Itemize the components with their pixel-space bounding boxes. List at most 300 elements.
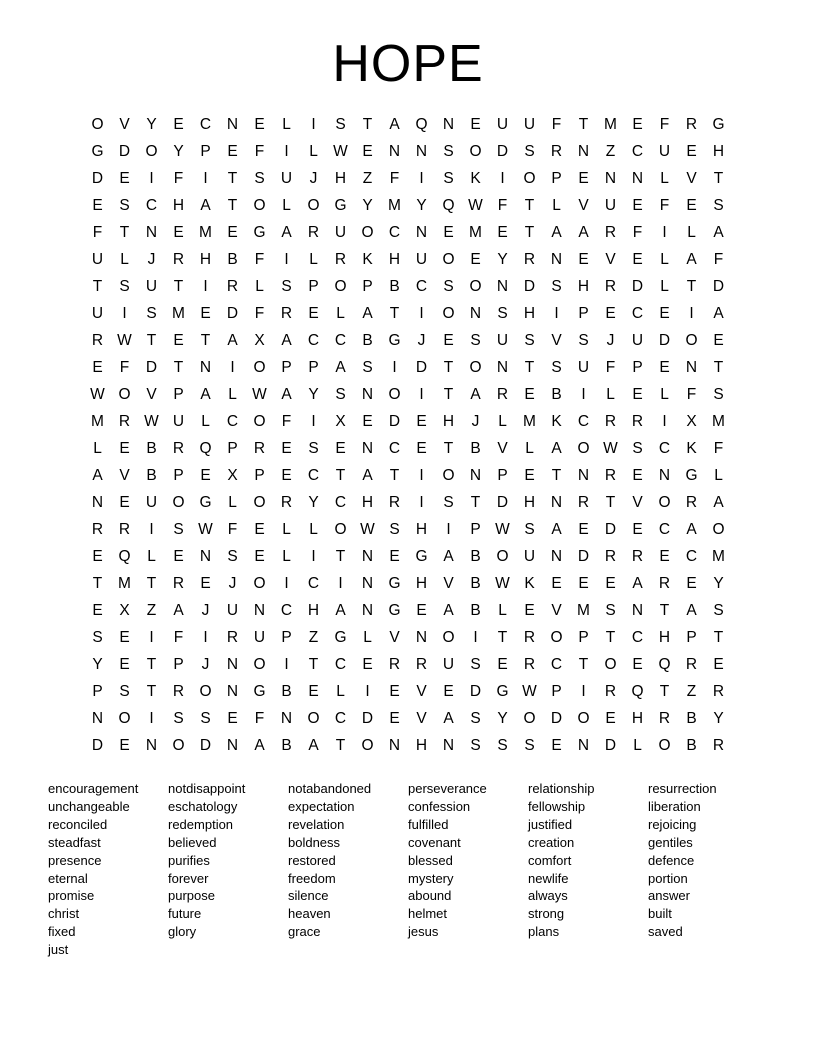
grid-letter[interactable]: S (92, 628, 103, 646)
grid-letter[interactable]: A (281, 385, 292, 403)
grid-letter[interactable]: A (578, 223, 589, 241)
grid-letter[interactable]: F (227, 520, 238, 538)
grid-letter[interactable]: X (227, 466, 238, 484)
grid-letter[interactable]: S (551, 358, 562, 376)
grid-letter[interactable]: A (443, 601, 454, 619)
grid-letter[interactable]: S (551, 277, 562, 295)
grid-letter[interactable]: O (253, 358, 266, 376)
grid-letter[interactable]: V (389, 628, 400, 646)
grid-letter[interactable]: S (443, 277, 454, 295)
grid-letter[interactable]: N (604, 169, 617, 187)
grid-letter[interactable]: I (419, 304, 424, 322)
grid-letter[interactable]: O (469, 142, 482, 160)
grid-letter[interactable]: E (389, 682, 400, 700)
grid-letter[interactable]: R (712, 682, 725, 700)
grid-letter[interactable]: J (201, 655, 210, 673)
grid-letter[interactable]: O (334, 277, 347, 295)
grid-letter[interactable]: I (446, 520, 451, 538)
grid-letter[interactable]: L (282, 520, 291, 538)
grid-letter[interactable]: G (253, 682, 266, 700)
grid-letter[interactable]: T (200, 331, 211, 349)
grid-letter[interactable]: N (199, 358, 212, 376)
grid-letter[interactable]: E (173, 331, 184, 349)
grid-letter[interactable]: S (443, 142, 454, 160)
grid-letter[interactable]: T (335, 547, 346, 565)
grid-letter[interactable]: O (199, 682, 212, 700)
grid-letter[interactable]: E (119, 655, 130, 673)
grid-letter[interactable]: B (362, 331, 373, 349)
grid-letter[interactable]: L (282, 115, 291, 133)
grid-letter[interactable]: I (311, 115, 316, 133)
grid-letter[interactable]: O (253, 574, 266, 592)
grid-letter[interactable]: B (551, 385, 562, 403)
grid-letter[interactable]: N (550, 250, 563, 268)
grid-letter[interactable]: V (119, 466, 130, 484)
grid-letter[interactable]: N (577, 142, 590, 160)
grid-letter[interactable]: E (443, 331, 454, 349)
grid-letter[interactable]: T (173, 277, 184, 295)
grid-letter[interactable]: E (443, 682, 454, 700)
grid-letter[interactable]: P (173, 655, 184, 673)
grid-letter[interactable]: O (253, 493, 266, 511)
grid-letter[interactable]: T (146, 331, 157, 349)
grid-letter[interactable]: R (118, 520, 131, 538)
grid-letter[interactable]: L (282, 547, 291, 565)
grid-letter[interactable]: N (415, 142, 428, 160)
grid-letter[interactable]: J (309, 169, 318, 187)
grid-letter[interactable]: R (172, 439, 185, 457)
grid-letter[interactable]: V (416, 682, 427, 700)
grid-letter[interactable]: L (633, 736, 642, 754)
grid-letter[interactable]: O (172, 736, 185, 754)
grid-letter[interactable]: D (226, 304, 239, 322)
grid-letter[interactable]: D (604, 736, 617, 754)
grid-letter[interactable]: A (551, 439, 562, 457)
grid-letter[interactable]: T (578, 115, 589, 133)
grid-letter[interactable]: L (363, 628, 372, 646)
grid-letter[interactable]: F (254, 250, 265, 268)
grid-letter[interactable]: Y (362, 196, 373, 214)
grid-letter[interactable]: E (281, 466, 292, 484)
grid-letter[interactable]: E (119, 736, 130, 754)
grid-letter[interactable]: R (604, 277, 617, 295)
grid-letter[interactable]: R (172, 250, 185, 268)
grid-letter[interactable]: D (577, 547, 590, 565)
grid-letter[interactable]: I (554, 304, 559, 322)
grid-letter[interactable]: O (577, 439, 590, 457)
grid-letter[interactable]: I (203, 628, 208, 646)
grid-letter[interactable]: M (388, 196, 401, 214)
grid-letter[interactable]: P (173, 385, 184, 403)
grid-letter[interactable]: A (308, 736, 319, 754)
grid-letter[interactable]: D (523, 277, 536, 295)
grid-letter[interactable]: R (523, 250, 536, 268)
grid-letter[interactable]: S (443, 169, 454, 187)
grid-letter[interactable]: E (470, 115, 481, 133)
grid-letter[interactable]: E (200, 466, 211, 484)
grid-letter[interactable]: P (308, 277, 319, 295)
grid-letter[interactable]: C (226, 412, 239, 430)
grid-letter[interactable]: S (227, 547, 238, 565)
grid-letter[interactable]: F (92, 223, 103, 241)
grid-letter[interactable]: I (392, 358, 397, 376)
grid-letter[interactable]: R (604, 682, 617, 700)
grid-letter[interactable]: X (335, 412, 346, 430)
grid-letter[interactable]: G (91, 142, 104, 160)
grid-letter[interactable]: G (415, 547, 428, 565)
grid-letter[interactable]: L (228, 385, 237, 403)
grid-letter[interactable]: C (334, 655, 347, 673)
grid-letter[interactable]: P (92, 682, 103, 700)
grid-letter[interactable]: O (145, 142, 158, 160)
grid-letter[interactable]: N (361, 385, 374, 403)
grid-letter[interactable]: P (200, 142, 211, 160)
grid-letter[interactable]: S (713, 601, 724, 619)
grid-letter[interactable]: T (308, 655, 319, 673)
grid-letter[interactable]: E (632, 466, 643, 484)
grid-letter[interactable]: P (578, 304, 589, 322)
grid-letter[interactable]: E (92, 601, 103, 619)
grid-letter[interactable]: S (497, 304, 508, 322)
grid-letter[interactable]: M (91, 412, 104, 430)
grid-letter[interactable]: F (713, 250, 724, 268)
grid-letter[interactable]: D (415, 358, 428, 376)
grid-letter[interactable]: I (149, 628, 154, 646)
grid-letter[interactable]: P (578, 628, 589, 646)
grid-letter[interactable]: H (388, 250, 401, 268)
grid-letter[interactable]: Y (416, 196, 427, 214)
grid-letter[interactable]: V (578, 196, 589, 214)
grid-letter[interactable]: H (577, 277, 590, 295)
grid-letter[interactable]: N (469, 304, 482, 322)
grid-letter[interactable]: Y (713, 574, 724, 592)
grid-letter[interactable]: F (389, 169, 400, 187)
grid-letter[interactable]: O (712, 520, 725, 538)
grid-letter[interactable]: G (685, 466, 698, 484)
grid-letter[interactable]: E (92, 358, 103, 376)
grid-letter[interactable]: R (415, 655, 428, 673)
grid-letter[interactable]: E (524, 466, 535, 484)
grid-letter[interactable]: E (362, 655, 373, 673)
grid-letter[interactable]: W (522, 682, 537, 700)
grid-letter[interactable]: M (523, 412, 536, 430)
grid-letter[interactable]: O (91, 115, 104, 133)
grid-letter[interactable]: C (685, 547, 698, 565)
grid-letter[interactable]: Q (118, 547, 131, 565)
grid-letter[interactable]: N (361, 574, 374, 592)
grid-letter[interactable]: S (524, 520, 535, 538)
grid-letter[interactable]: B (470, 574, 481, 592)
grid-letter[interactable]: R (604, 412, 617, 430)
grid-letter[interactable]: F (686, 385, 697, 403)
grid-letter[interactable]: I (203, 277, 208, 295)
grid-letter[interactable]: L (309, 250, 318, 268)
grid-letter[interactable]: U (334, 223, 347, 241)
grid-letter[interactable]: X (254, 331, 265, 349)
grid-letter[interactable]: H (415, 520, 428, 538)
grid-letter[interactable]: C (631, 628, 644, 646)
grid-letter[interactable]: N (496, 358, 509, 376)
grid-letter[interactable]: J (606, 331, 615, 349)
grid-letter[interactable]: G (253, 223, 266, 241)
grid-letter[interactable]: I (311, 412, 316, 430)
grid-letter[interactable]: A (686, 601, 697, 619)
grid-letter[interactable]: D (496, 142, 509, 160)
grid-letter[interactable]: E (578, 520, 589, 538)
grid-letter[interactable]: T (524, 196, 535, 214)
grid-letter[interactable]: R (658, 574, 671, 592)
grid-letter[interactable]: L (201, 412, 210, 430)
grid-letter[interactable]: J (228, 574, 237, 592)
grid-letter[interactable]: R (388, 493, 401, 511)
grid-letter[interactable]: D (469, 682, 482, 700)
grid-letter[interactable]: K (686, 439, 697, 457)
grid-letter[interactable]: H (631, 709, 644, 727)
grid-letter[interactable]: E (173, 547, 184, 565)
grid-letter[interactable]: N (415, 223, 428, 241)
grid-letter[interactable]: X (686, 412, 697, 430)
grid-letter[interactable]: U (91, 304, 104, 322)
grid-letter[interactable]: C (415, 277, 428, 295)
grid-letter[interactable]: I (122, 304, 127, 322)
grid-letter[interactable]: K (470, 169, 481, 187)
grid-letter[interactable]: S (497, 736, 508, 754)
grid-letter[interactable]: E (497, 223, 508, 241)
grid-letter[interactable]: B (470, 439, 481, 457)
grid-letter[interactable]: W (90, 385, 105, 403)
grid-letter[interactable]: E (605, 574, 616, 592)
grid-letter[interactable]: C (199, 115, 212, 133)
grid-letter[interactable]: R (685, 493, 698, 511)
grid-letter[interactable]: P (551, 682, 562, 700)
grid-letter[interactable]: A (335, 601, 346, 619)
grid-letter[interactable]: G (199, 493, 212, 511)
grid-letter[interactable]: S (470, 655, 481, 673)
grid-letter[interactable]: G (388, 574, 401, 592)
grid-letter[interactable]: N (577, 736, 590, 754)
grid-letter[interactable]: B (470, 601, 481, 619)
grid-letter[interactable]: F (173, 169, 184, 187)
grid-letter[interactable]: V (443, 574, 454, 592)
grid-letter[interactable]: I (419, 493, 424, 511)
grid-letter[interactable]: D (496, 493, 509, 511)
grid-letter[interactable]: F (119, 358, 130, 376)
grid-letter[interactable]: M (118, 574, 131, 592)
grid-letter[interactable]: A (335, 358, 346, 376)
grid-letter[interactable]: C (388, 223, 401, 241)
grid-letter[interactable]: E (632, 196, 643, 214)
grid-letter[interactable]: A (713, 493, 724, 511)
grid-letter[interactable]: A (362, 304, 373, 322)
grid-letter[interactable]: O (577, 709, 590, 727)
grid-letter[interactable]: O (118, 709, 131, 727)
grid-letter[interactable]: J (417, 331, 426, 349)
grid-letter[interactable]: O (604, 655, 617, 673)
grid-letter[interactable]: E (308, 304, 319, 322)
grid-letter[interactable]: E (173, 223, 184, 241)
grid-letter[interactable]: V (632, 493, 643, 511)
grid-letter[interactable]: O (523, 169, 536, 187)
grid-letter[interactable]: C (658, 520, 671, 538)
grid-letter[interactable]: L (552, 196, 561, 214)
grid-letter[interactable]: O (442, 304, 455, 322)
grid-letter[interactable]: I (419, 466, 424, 484)
grid-letter[interactable]: H (712, 142, 725, 160)
grid-letter[interactable]: I (149, 520, 154, 538)
grid-letter[interactable]: I (338, 574, 343, 592)
grid-letter[interactable]: E (524, 385, 535, 403)
grid-letter[interactable]: I (284, 250, 289, 268)
grid-letter[interactable]: D (631, 277, 644, 295)
grid-letter[interactable]: V (146, 385, 157, 403)
grid-letter[interactable]: F (551, 115, 562, 133)
grid-letter[interactable]: S (524, 142, 535, 160)
grid-letter[interactable]: H (334, 169, 347, 187)
grid-letter[interactable]: U (226, 601, 239, 619)
grid-letter[interactable]: R (685, 115, 698, 133)
grid-letter[interactable]: I (662, 412, 667, 430)
grid-letter[interactable]: E (632, 385, 643, 403)
grid-letter[interactable]: A (200, 385, 211, 403)
grid-letter[interactable]: B (686, 709, 697, 727)
grid-letter[interactable]: L (660, 385, 669, 403)
grid-letter[interactable]: T (362, 115, 373, 133)
grid-letter[interactable]: N (577, 466, 590, 484)
grid-letter[interactable]: G (334, 196, 347, 214)
grid-letter[interactable]: N (91, 709, 104, 727)
grid-letter[interactable]: W (495, 520, 510, 538)
grid-letter[interactable]: I (149, 709, 154, 727)
grid-letter[interactable]: V (605, 250, 616, 268)
grid-letter[interactable]: B (470, 547, 481, 565)
grid-letter[interactable]: T (92, 574, 103, 592)
grid-letter[interactable]: W (468, 196, 483, 214)
grid-letter[interactable]: N (145, 736, 158, 754)
grid-letter[interactable]: D (199, 736, 212, 754)
grid-letter[interactable]: T (713, 169, 724, 187)
grid-letter[interactable]: Q (415, 115, 428, 133)
grid-letter[interactable]: U (91, 250, 104, 268)
grid-letter[interactable]: I (419, 169, 424, 187)
grid-letter[interactable]: U (415, 250, 428, 268)
grid-letter[interactable]: R (226, 277, 239, 295)
grid-letter[interactable]: N (415, 628, 428, 646)
grid-letter[interactable]: H (361, 493, 374, 511)
grid-letter[interactable]: R (172, 574, 185, 592)
grid-letter[interactable]: R (388, 655, 401, 673)
grid-letter[interactable]: T (659, 601, 670, 619)
grid-letter[interactable]: A (281, 223, 292, 241)
grid-letter[interactable]: T (713, 358, 724, 376)
grid-letter[interactable]: R (712, 736, 725, 754)
grid-letter[interactable]: F (254, 709, 265, 727)
grid-letter[interactable]: S (713, 385, 724, 403)
grid-letter[interactable]: W (333, 142, 348, 160)
grid-letter[interactable]: E (92, 547, 103, 565)
grid-letter[interactable]: C (280, 601, 293, 619)
grid-letter[interactable]: T (227, 169, 238, 187)
grid-letter[interactable]: C (307, 574, 320, 592)
grid-letter[interactable]: K (362, 250, 373, 268)
grid-letter[interactable]: R (280, 304, 293, 322)
grid-letter[interactable]: C (658, 439, 671, 457)
grid-letter[interactable]: D (91, 736, 104, 754)
grid-letter[interactable]: C (145, 196, 158, 214)
grid-letter[interactable]: A (389, 115, 400, 133)
grid-letter[interactable]: B (281, 682, 292, 700)
grid-letter[interactable]: U (145, 277, 158, 295)
grid-letter[interactable]: T (605, 493, 616, 511)
grid-letter[interactable]: S (524, 736, 535, 754)
grid-letter[interactable]: Y (92, 655, 103, 673)
grid-letter[interactable]: T (389, 304, 400, 322)
grid-letter[interactable]: R (91, 520, 104, 538)
grid-letter[interactable]: S (605, 601, 616, 619)
grid-letter[interactable]: T (659, 682, 670, 700)
grid-letter[interactable]: E (551, 574, 562, 592)
grid-letter[interactable]: E (578, 574, 589, 592)
grid-letter[interactable]: P (551, 169, 562, 187)
grid-letter[interactable]: U (442, 655, 455, 673)
grid-letter[interactable]: N (469, 466, 482, 484)
grid-letter[interactable]: Z (686, 682, 697, 700)
grid-letter[interactable]: L (498, 412, 507, 430)
grid-letter[interactable]: Z (362, 169, 373, 187)
grid-letter[interactable]: V (497, 439, 508, 457)
grid-letter[interactable]: D (91, 169, 104, 187)
grid-letter[interactable]: E (362, 412, 373, 430)
grid-letter[interactable]: O (496, 547, 509, 565)
grid-letter[interactable]: O (658, 736, 671, 754)
grid-letter[interactable]: B (686, 736, 697, 754)
grid-letter[interactable]: S (335, 385, 346, 403)
grid-letter[interactable]: O (442, 466, 455, 484)
grid-letter[interactable]: D (388, 412, 401, 430)
grid-letter[interactable]: U (604, 196, 617, 214)
grid-letter[interactable]: E (200, 304, 211, 322)
grid-letter[interactable]: U (280, 169, 293, 187)
grid-letter[interactable]: A (173, 601, 184, 619)
grid-letter[interactable]: F (281, 412, 292, 430)
grid-letter[interactable]: I (581, 682, 586, 700)
grid-letter[interactable]: E (632, 115, 643, 133)
grid-letter[interactable]: U (496, 115, 509, 133)
grid-letter[interactable]: Y (308, 493, 319, 511)
grid-letter[interactable]: T (335, 466, 346, 484)
grid-letter[interactable]: E (605, 709, 616, 727)
grid-letter[interactable]: R (523, 628, 536, 646)
grid-letter[interactable]: G (388, 601, 401, 619)
grid-letter[interactable]: H (415, 736, 428, 754)
grid-letter[interactable]: E (443, 223, 454, 241)
grid-letter[interactable]: J (201, 601, 210, 619)
grid-letter[interactable]: D (118, 142, 131, 160)
grid-letter[interactable]: R (685, 655, 698, 673)
grid-letter[interactable]: C (631, 142, 644, 160)
grid-letter[interactable]: R (550, 142, 563, 160)
grid-letter[interactable]: O (253, 412, 266, 430)
grid-letter[interactable]: S (146, 304, 157, 322)
grid-letter[interactable]: O (334, 520, 347, 538)
grid-letter[interactable]: K (551, 412, 562, 430)
grid-letter[interactable]: F (254, 304, 265, 322)
grid-letter[interactable]: N (145, 223, 158, 241)
grid-letter[interactable]: G (388, 331, 401, 349)
grid-letter[interactable]: S (308, 439, 319, 457)
grid-letter[interactable]: C (388, 439, 401, 457)
grid-letter[interactable]: B (227, 250, 238, 268)
grid-letter[interactable]: N (361, 547, 374, 565)
